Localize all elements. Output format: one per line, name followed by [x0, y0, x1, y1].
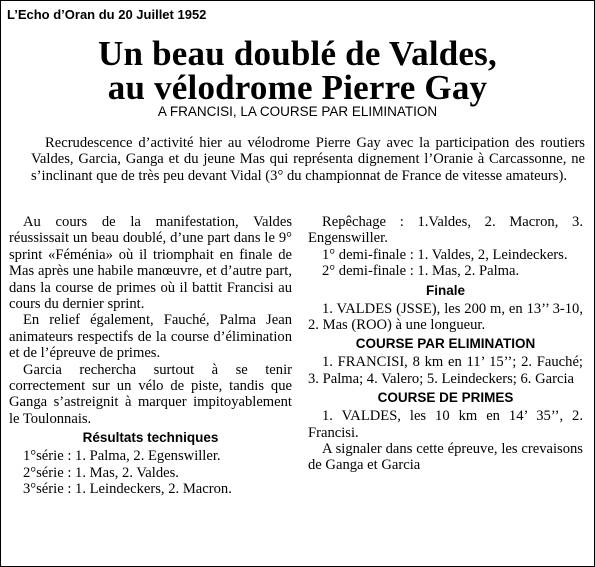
repechage-result: Repêchage : 1.Valdes, 2. Macron, 3. Engenswiller. — [308, 214, 583, 247]
article-paragraph: Garcia rechercha surtout à se tenir correctement sur un vélo de piste, tandis que Ganga s’astreignit à marquer impitoyablement le Toulonnais. — [9, 361, 292, 427]
left-column — [9, 214, 292, 498]
right-column — [308, 214, 583, 474]
semifinal-1-result: 1° demi-finale : 1. Valdes, 2, Leindeckers. — [322, 246, 568, 263]
finale-heading: Finale — [425, 282, 465, 298]
headline-line-2: au vélodrome Pierre Gay — [107, 68, 488, 107]
series-result: 2°série : 1. Mas, 2. Valdes. — [23, 464, 179, 481]
primes-result: 1. VALDES, les 10 km en 14’ 35’’, 2. Francisi. — [308, 408, 583, 441]
article-paragraph: En relief également, Fauché, Palma Jean animateurs respectifs de la course d’élimination et de l’épreuve de primes. — [9, 312, 292, 362]
subheadline: A FRANCISI, LA COURSE PAR ELIMINATION — [157, 104, 438, 119]
headline-line-1: Un beau doublé de Valdes, — [98, 34, 497, 73]
closing-note: A signaler dans cette épreuve, les crevaisons de Ganga et Garcia — [308, 441, 583, 474]
finale-result: 1. VALDES (JSSE), les 200 m, en 13’’ 3-10, 2. Mas (ROO) à une longueur. — [308, 300, 583, 334]
primes-heading: COURSE DE PRIMES — [377, 390, 514, 406]
article-paragraph: Au cours de la manifestation, Valdes réussissait un beau doublé, d’une part dans le 9° sprint «Féménia» où il triomphait en finale de Mas après une habile manœuvre, et d’autre part, dans la course de primes où il battit Francisi au cours du dernier sprint. — [9, 214, 292, 313]
series-result: 1°série : 1. Palma, 2. Egenswiller. — [23, 448, 221, 465]
masthead: L’Echo d’Oran du 20 Juillet 1952 — [7, 7, 207, 22]
results-heading: Résultats techniques — [82, 430, 219, 446]
elimination-result: 1. FRANCISI, 8 km en 11’ 15’’; 2. Fauché; 3. Palma; 4. Valero; 5. Leindeckers; 6. Garcia — [308, 354, 583, 387]
semifinal-2-result: 2° demi-finale : 1. Mas, 2. Palma. — [322, 263, 520, 280]
intro-paragraph — [31, 135, 585, 184]
intro-text: Recrudescence d’activité hier au vélodrome Pierre Gay avec la participation des routiers Valdes, Garcia, Ganga et du jeune Mas qui représenta dignement l’Oranie à Carcassonne, ne s’inclinant que de très peu devant Vidal (3° du championnat de France de vitesse amateurs). — [31, 135, 585, 184]
series-result: 3°série : 1. Leindeckers, 2. Macron. — [23, 481, 232, 498]
elimination-heading: COURSE PAR ELIMINATION — [355, 336, 536, 352]
